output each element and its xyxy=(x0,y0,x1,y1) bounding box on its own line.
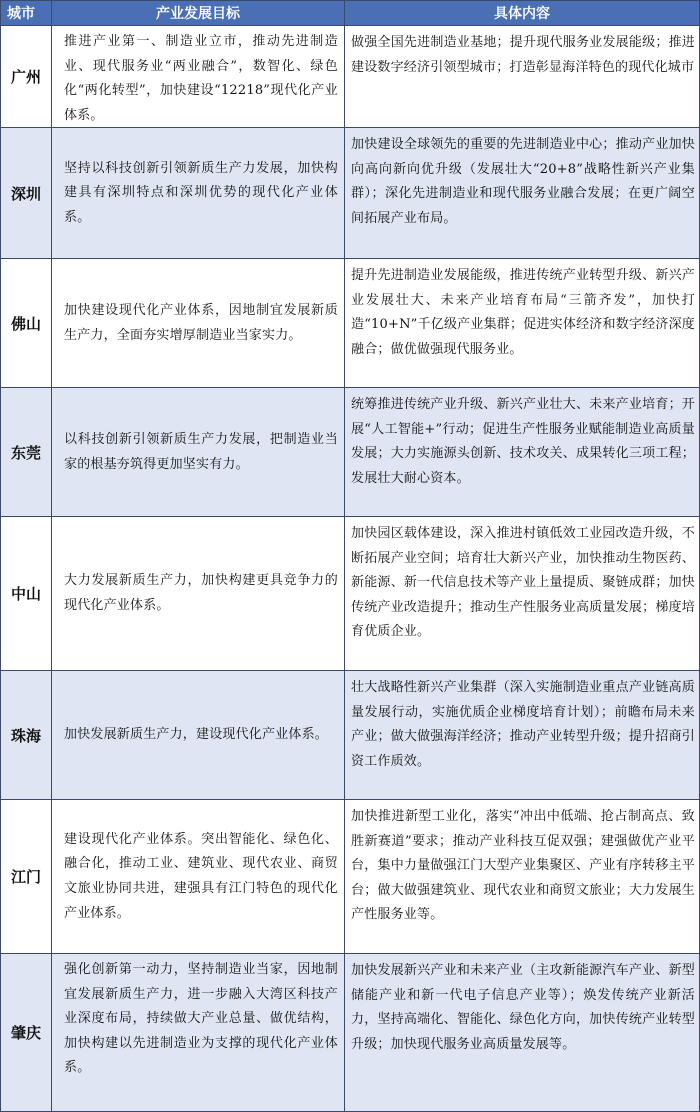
header-city: 城市 xyxy=(1,1,52,25)
table-row xyxy=(0,671,700,800)
goal-cell xyxy=(52,517,345,670)
goal-cell xyxy=(52,259,345,387)
detail-cell: 加快园区载体建设，深入推进村镇低效工业园改造升级，不断拓展产业空间；培育壮大新兴产业，加快推动生物医药、新能源、新一代信息技术等产业上量提质、聚链成群；加快传统产业改造提升；推动生产性服务业高质量发展；梯度培育优质企业。 xyxy=(351,526,695,640)
detail-cell: 提升先进制造业发展能级，推进传统产业转型升级、新兴产业发展壮大、未来产业培育布局“三箭齐发”，加快打造“10+N”千亿级产业集群；促进实体经济和数字经济深度融合；做优做强现代服务业。 xyxy=(351,268,695,357)
header-goal: 产业发展目标 xyxy=(52,1,345,25)
goal-text: 加快发展新质生产力，建设现代化产业体系。 xyxy=(64,727,329,743)
detail-cell: 加快推进新型工业化，落实“冲出中低端、抢占制高点、致胜新赛道”要求；推动产业科技互促双强；建强做优产业平台，集中力量做强江门大型产业集聚区、产业有序转移主平台；做大做强建筑业、现代农业和商贸文旅业；大力发展生产性服务业等。 xyxy=(351,809,695,923)
table-row xyxy=(0,128,700,259)
goal-text: 加快建设现代化产业体系，因地制宜发展新质生产力，全面夯实增厚制造业当家实力。 xyxy=(64,302,338,343)
table-row xyxy=(0,517,700,671)
detail-cell: 做强全国先进制造业基地；提升现代服务业发展能级；推进建设数字经济引领型城市；打造彰显海洋特色的现代化城市 xyxy=(351,35,695,75)
detail-cell: 统筹推进传统产业升级、新兴产业壮大、未来产业培育；开展“人工智能+”行动；促进生产性服务业赋能制造业高质量发展；大力实施源头创新、技术攻关、成果转化三项工程；发展壮大耐心资本。 xyxy=(351,397,695,486)
goal-cell xyxy=(52,26,345,127)
goal-text: 大力发展新质生产力，加快构建更具竞争力的现代化产业体系。 xyxy=(64,573,338,613)
city-cell: 肇庆 xyxy=(1,954,52,1111)
city-cell: 江门 xyxy=(1,800,52,953)
goal-cell xyxy=(52,800,345,953)
goal-text: 坚持以科技创新引领新质生产力发展，加快构建具有深圳特点和深圳优势的现代化产业体系。 xyxy=(64,160,338,225)
table-row xyxy=(0,388,700,517)
goal-text: 以科技创新引领新质生产力发展，把制造业当家的根基夯筑得更加坚实有力。 xyxy=(64,431,338,472)
goal-text: 建设现代化产业体系。突出智能化、绿色化、融合化，推动工业、建筑业、现代农业、商贸文旅业协同共进，建强具有江门特色的现代化产业体系。 xyxy=(64,831,338,921)
city-cell: 东莞 xyxy=(1,388,52,516)
goal-cell xyxy=(52,671,345,799)
goal-text: 强化创新第一动力，坚持制造业当家，因地制宜发展新质生产力，进一步融入大湾区科技产业深度布局，持续做大产业总量、做优结构，加快构建以先进制造业为支撑的现代化产业体系。 xyxy=(64,962,338,1076)
goal-cell xyxy=(52,128,345,258)
table-row xyxy=(0,954,700,1112)
goal-cell xyxy=(52,954,345,1111)
table-row xyxy=(0,259,700,388)
city-cell: 珠海 xyxy=(1,671,52,799)
goal-text: 推进产业第一、制造业立市，推动先进制造业、现代服务业“两业融合”，数智化、绿色化“两化转型”，加快建设“12218”现代化产业体系。 xyxy=(64,34,338,123)
table-row xyxy=(0,800,700,954)
city-cell: 深圳 xyxy=(1,128,52,258)
detail-cell: 加快建设全球领先的重要的先进制造业中心；推动产业加快向高向新向优升级（发展壮大“20+8”战略性新兴产业集群）；深化先进制造业和现代服务业融合发展；在更广阔空间拓展产业布局。 xyxy=(351,137,695,226)
detail-cell: 加快发展新兴产业和未来产业（主攻新能源汽车产业、新型储能产业和新一代电子信息产业等）；焕发传统产业新活力，坚持高端化、智能化、绿色化方向，加快传统产业转型升级；加快现代服务业高质量发展等。 xyxy=(351,963,695,1052)
goal-cell xyxy=(52,388,345,516)
city-cell: 佛山 xyxy=(1,259,52,387)
city-cell: 中山 xyxy=(1,517,52,670)
header-detail: 具体内容 xyxy=(494,6,550,22)
table-row xyxy=(0,26,700,128)
city-cell: 广州 xyxy=(1,26,52,127)
table-header xyxy=(0,0,700,26)
detail-cell: 壮大战略性新兴产业集群（深入实施制造业重点产业链高质量发展行动，实施优质企业梯度培育计划）；前瞻布局未来产业；做大做强海洋经济；推动产业转型升级；提升招商引资工作质效。 xyxy=(351,680,695,769)
